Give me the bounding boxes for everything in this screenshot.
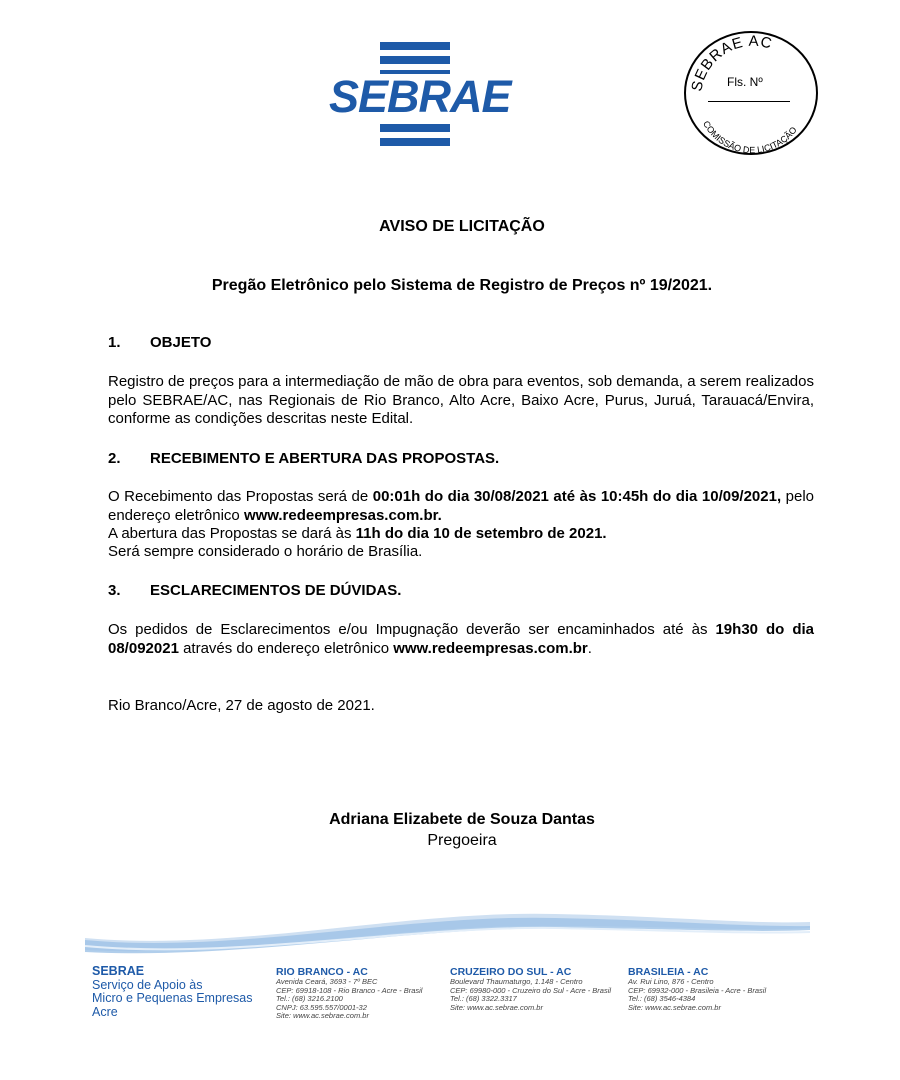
text-run-bold: 00:01h do dia 30/08/2021 até às 10:45h do dia 10/09/2021, xyxy=(372,488,782,505)
office-line: Tel.: (68) 3216.2100 xyxy=(276,994,343,1004)
section-heading-recebimento xyxy=(108,450,499,467)
place-date: Rio Branco/Acre, 27 de agosto de 2021. xyxy=(108,697,375,714)
office-line: Boulevard Thaumaturgo, 1.148 - Centro xyxy=(450,977,583,986)
text-run: O Recebimento das Propostas será de xyxy=(108,488,373,505)
office-line: Site: www.ac.sebrae.com.br xyxy=(276,1011,369,1021)
section-title: RECEBIMENTO E ABERTURA DAS PROPOSTAS. xyxy=(150,450,500,467)
section-title: ESCLARECIMENTOS DE DÚVIDAS. xyxy=(150,582,402,599)
office-line: CEP: 69918-108 - Rio Branco - Acre - Brasil xyxy=(276,985,423,995)
office-title: BRASILEIA - AC xyxy=(628,966,709,978)
logo-bar xyxy=(380,56,450,64)
page-subtitle: Pregão Eletrônico pelo Sistema de Registro de Preços nº 19/2021. xyxy=(211,277,713,294)
section-number: 3. xyxy=(108,582,121,599)
footer-organization xyxy=(92,965,253,1019)
text-run: A abertura das Propostas se dará às xyxy=(108,525,356,542)
office-line: Avenida Ceará, 3693 - 7º BEC xyxy=(276,977,378,986)
footer-office-brasileia xyxy=(628,966,766,1012)
esclarecimentos-paragraph xyxy=(108,621,814,658)
committee-stamp xyxy=(683,30,819,156)
section-title: OBJETO xyxy=(150,334,212,351)
abertura-line xyxy=(108,525,814,544)
office-line: CEP: 69932-000 - Brasileia - Acre - Brasil xyxy=(628,985,767,995)
page-title: AVISO DE LICITAÇÃO xyxy=(379,218,545,235)
section-number: 1. xyxy=(108,334,121,351)
footer-org-line: Micro e Pequenas Empresas xyxy=(92,991,253,1005)
footer-wave xyxy=(85,900,810,960)
stamp-fls-label: Fls. Nº xyxy=(727,75,763,89)
stamp-top-text: SEBRAE AC xyxy=(688,32,775,93)
footer-org-title: SEBRAE xyxy=(92,964,145,978)
objeto-paragraph: Registro de preços para a intermediação de mão de obra para eventos, sob demanda, a serem realizados pelo SEBRAE/AC, nas Regionais de Rio Branco, Alto Acre, Baixo Acre, Purus, Juruá, Tarauacá/Envira, conforme as condições descritas neste Edital. xyxy=(108,373,814,427)
office-title: RIO BRANCO - AC xyxy=(276,966,368,978)
section-number: 2. xyxy=(108,450,121,467)
url-text: www.redeempresas.com.br. xyxy=(243,506,442,524)
office-line: Tel.: (68) 3322.3317 xyxy=(450,994,517,1004)
text-run: . xyxy=(587,639,592,657)
section-heading-esclarecimentos xyxy=(108,582,401,599)
logo-bar xyxy=(380,42,450,50)
footer-org-line: Acre xyxy=(92,1004,118,1019)
section-heading-objeto xyxy=(108,334,211,351)
stamp-bottom-text: COMISSÃO DE LICITAÇÃO xyxy=(701,119,799,156)
text-run: através do endereço eletrônico xyxy=(178,639,394,657)
office-line: Tel.: (68) 3546-4384 xyxy=(628,994,696,1004)
office-line: Site: www.ac.sebrae.com.br xyxy=(628,1002,721,1012)
horario-line: Será sempre considerado o horário de Brasília. xyxy=(108,543,423,560)
logo-bar xyxy=(380,138,450,146)
office-line: CEP: 69980-000 - Cruzeiro do Sul - Acre - Brasil xyxy=(450,985,612,995)
stamp-fls-line xyxy=(708,101,790,102)
logo-bar xyxy=(380,124,450,132)
office-title: CRUZEIRO DO SUL - AC xyxy=(450,966,572,978)
office-line: Av. Rui Lino, 876 - Centro xyxy=(628,977,714,986)
recebimento-paragraph xyxy=(108,488,814,525)
footer-office-rio-branco xyxy=(276,966,422,1021)
text-run: pelo endereço eletrônico xyxy=(108,488,815,524)
url-text: www.redeempresas.com.br xyxy=(393,639,588,657)
sebrae-logo xyxy=(325,40,510,152)
logo-wordmark: SEBRAE xyxy=(329,71,511,122)
text-run-bold: 19h30 do dia 08/092021 xyxy=(108,621,814,657)
text-run: Os pedidos de Esclarecimentos e/ou Impugnação deverão ser encaminhados até às xyxy=(108,621,716,638)
footer-office-cruzeiro-do-sul xyxy=(450,966,611,1012)
signatory-role: Pregoeira xyxy=(427,832,497,849)
text-run-bold: 11h do dia 10 de setembro de 2021. xyxy=(355,525,607,542)
office-line: Site: www.ac.sebrae.com.br xyxy=(450,1002,543,1012)
footer-org-line: Serviço de Apoio às xyxy=(92,977,203,992)
signatory-name: Adriana Elizabete de Souza Dantas xyxy=(329,811,595,828)
office-line: CNPJ: 63.595.557/0001-32 xyxy=(276,1002,367,1012)
stamp-seal xyxy=(683,30,819,156)
